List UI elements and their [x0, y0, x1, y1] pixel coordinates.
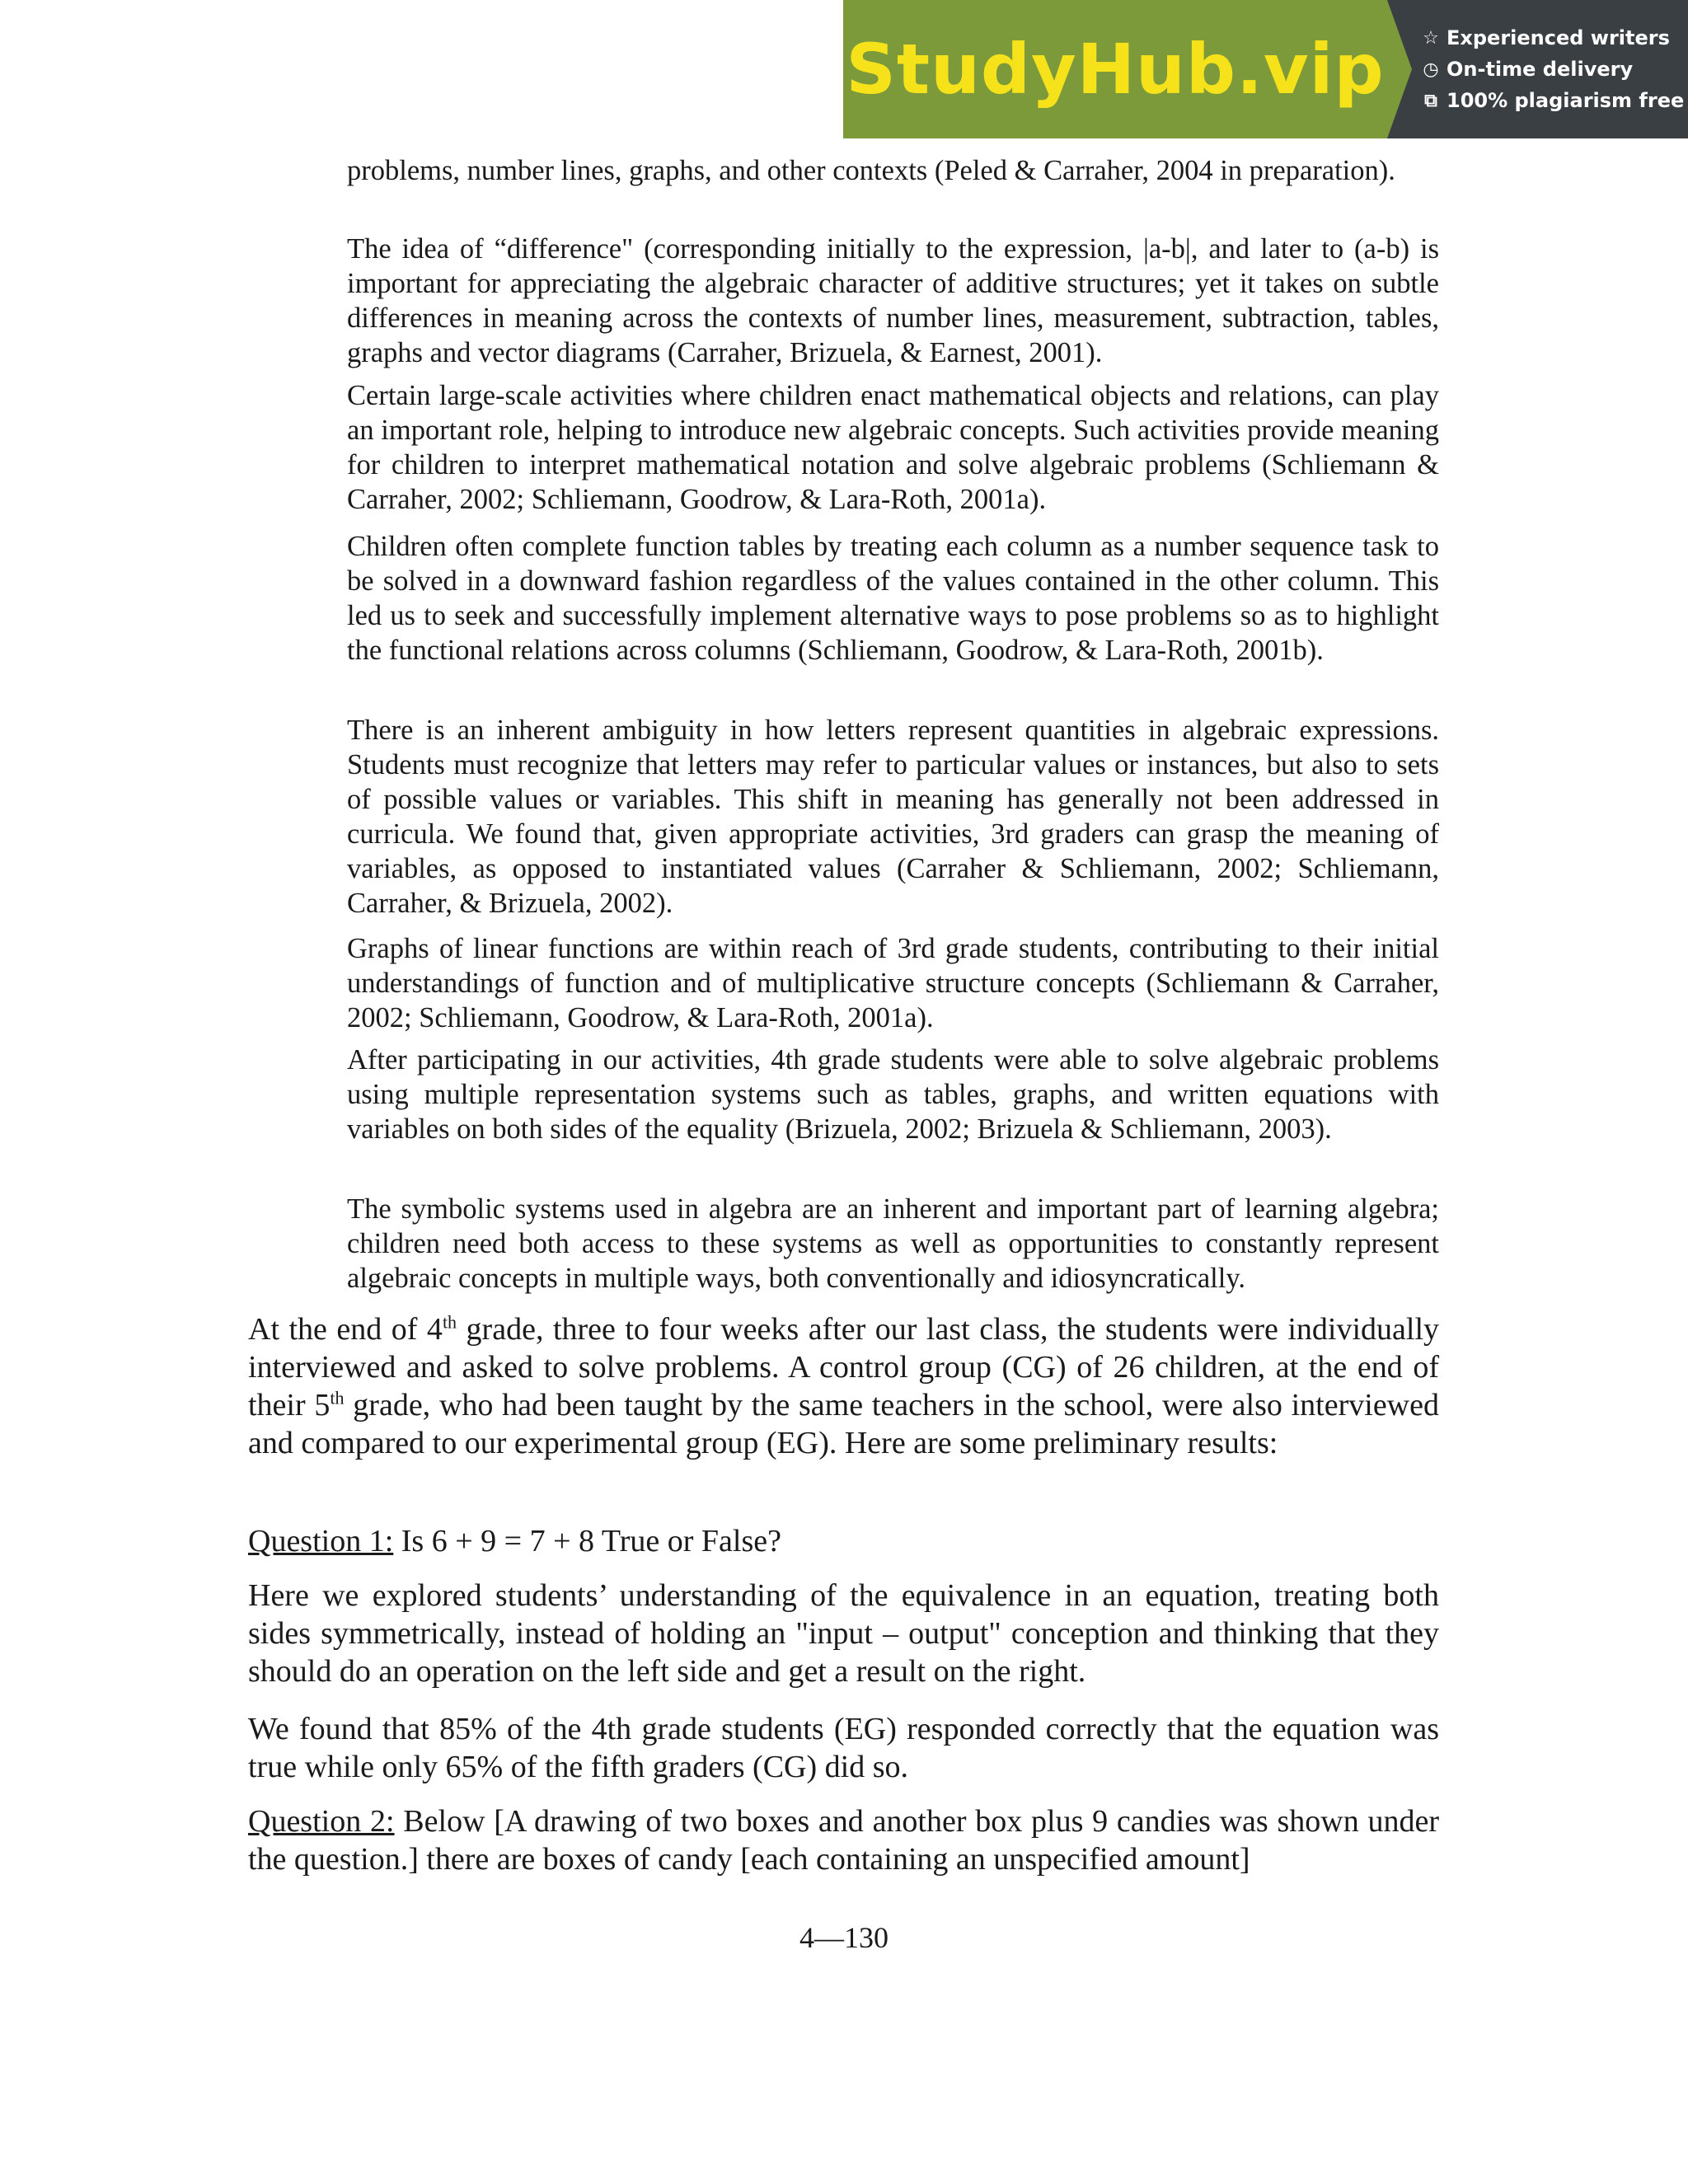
- indented-paragraph: [347, 529, 1439, 668]
- paragraph: There is an inherent ambiguity in how letters represent quantities in algebraic expressions. Students must recognize that letters may refer to particular values or instances, but also to sets of possible values or variables. This shift in meaning has generally not been addressed in curricula. We found that, given appropriate activities, 3rd graders can grasp the meaning of variables, as opposed to instantiated values (Carraher & Schliemann, 2002; Schliemann, Carraher, & Brizuela, 2002).: [347, 715, 1439, 919]
- paragraph: Question 2: Below [A drawing of two boxes and another box plus 9 candies was shown under the question.] there are boxes of candy [each containing an unspecified amount]: [248, 1804, 1439, 1877]
- question-1: [248, 1522, 1439, 1560]
- star-icon: ☆: [1423, 27, 1439, 49]
- question-label: Question 1:: [248, 1524, 394, 1558]
- indented-paragraph: [347, 1043, 1439, 1146]
- paragraph: Question 1: Is 6 + 9 = 7 + 8 True or False?: [248, 1524, 781, 1558]
- paragraph: Here we explored students’ understanding of the equivalence in an equation, treating both sides symmetrically, instead of holding an "input – output" conception and thinking that they should do an operation on the left side and get a result on the right.: [248, 1578, 1439, 1689]
- indented-paragraph: [347, 713, 1439, 921]
- intro-paragraph: [248, 1310, 1439, 1462]
- paragraph: Graphs of linear functions are within reach of 3rd grade students, contributing to their initial understandings of function and of multiplicative structure concepts (Schliemann & Carraher, 2002; Schliemann, Goodrow, & Lara-Roth, 2001a).: [347, 933, 1439, 1033]
- question-2: [248, 1802, 1439, 1878]
- indented-paragraph: [347, 931, 1439, 1035]
- feature-list: [1412, 0, 1688, 138]
- indented-paragraph: [347, 378, 1439, 517]
- paragraph: Children often complete function tables by treating each column as a number sequence task to be solved in a downward fashion regardless of the values contained in the other column. This led us to seek and successfully implement alternative ways to pose problems so as to highlight the functional relations across columns (Schliemann, Goodrow, & Lara-Roth, 2001b).: [347, 531, 1439, 666]
- explore-paragraph: [248, 1577, 1439, 1690]
- paragraph: problems, number lines, graphs, and other contexts (Peled & Carraher, 2004 in preparation).: [347, 155, 1395, 186]
- paragraph: Certain large-scale activities where children enact mathematical objects and relations, can play an important role, helping to introduce new algebraic concepts. Such activities provide meaning for children to interpret mathematical notation and solve algebraic problems (Schliemann & Carraher, 2002; Schliemann, Goodrow, & Lara-Roth, 2001a).: [347, 380, 1439, 515]
- question-label: Question 2:: [248, 1804, 395, 1839]
- indented-paragraph: [347, 153, 1439, 188]
- feature-label: 100% plagiarism free: [1447, 89, 1685, 112]
- indented-paragraph: [347, 1192, 1439, 1296]
- paragraph: The symbolic systems used in algebra are an inherent and important part of learning algebra; children need both access to these systems as well as opportunities to constantly represent algebraic concepts in multiple ways, both conventionally and idiosyncratically.: [347, 1193, 1439, 1294]
- copy-icon: ⧉: [1424, 90, 1437, 111]
- paragraph: After participating in our activities, 4th grade students were able to solve algebraic problems using multiple representation systems such as tables, graphs, and written equations with variables on both sides of the equality (Brizuela, 2002; Brizuela & Schliemann, 2003).: [347, 1044, 1439, 1145]
- promo-banner[interactable]: [843, 0, 1688, 138]
- feature-label: Experienced writers: [1447, 26, 1670, 49]
- feature-label: On-time delivery: [1447, 58, 1634, 81]
- feature-item: [1422, 26, 1688, 49]
- finding-paragraph: [248, 1710, 1439, 1786]
- feature-item: [1422, 58, 1688, 81]
- brand-logo[interactable]: StudyHub.vip: [843, 0, 1387, 138]
- paragraph: At the end of 4th grade, three to four weeks after our last class, the students were individually interviewed and asked to solve problems. A control group (CG) of 26 children, at the end of their 5th grade, who had been taught by the same teachers in the school, were also interviewed and compared to our experimental group (EG). Here are some preliminary results:: [248, 1311, 1440, 1460]
- paragraph: We found that 85% of the 4th grade students (EG) responded correctly that the equation was true while only 65% of the fifth graders (CG) did so.: [248, 1712, 1439, 1784]
- feature-item: [1422, 89, 1688, 112]
- page-number: 4—130: [799, 1921, 889, 1954]
- indented-paragraph: [347, 232, 1439, 370]
- banner-divider: [1387, 0, 1412, 138]
- paragraph: The idea of “difference" (corresponding initially to the expression, |a-b|, and later to (a-b) is important for appreciating the algebraic character of additive structures; yet it takes on subtle differences in meaning across the contexts of number lines, measurement, subtraction, tables, graphs and vector diagrams (Carraher, Brizuela, & Earnest, 2001).: [347, 233, 1439, 368]
- clock-icon: ◷: [1423, 59, 1439, 80]
